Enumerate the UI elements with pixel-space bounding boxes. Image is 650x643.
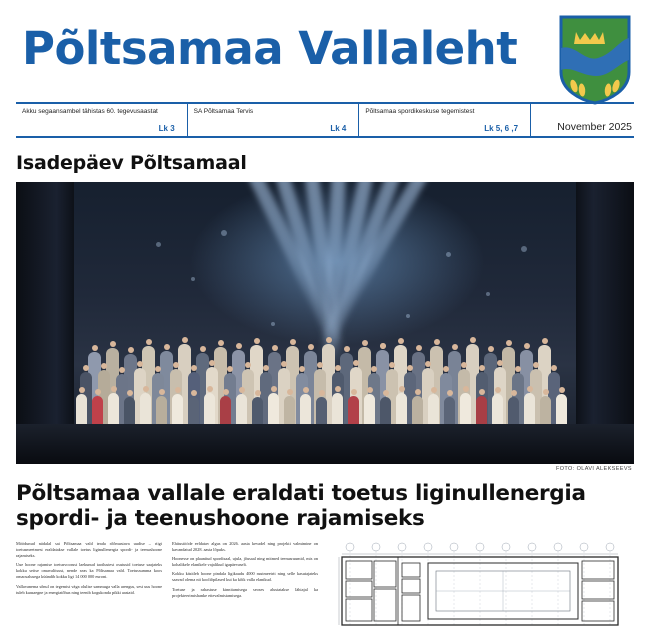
article-2-body	[16, 541, 634, 627]
teaser-item-3[interactable]	[358, 104, 530, 136]
body-paragraph: Möödunud nädalal sai Põltsamaa vald teada rõõmustava uudise – riigi toetusmeetmest eraldatakse vallale toetus liginullenergia spordi- ja teenushoone rajamiseks.	[16, 541, 162, 559]
masthead	[0, 0, 650, 96]
teaser-item-2[interactable]	[187, 104, 359, 136]
teaser-page-ref: Lk 4	[330, 124, 347, 133]
concert-photo	[16, 182, 634, 464]
teaser-text: Põltsamaa spordikeskuse tegemistest	[365, 108, 475, 115]
article-column-1	[16, 541, 162, 627]
body-paragraph: Vallavanema sõnul on tegemist väga olulise sammuga valla arengus, sest uus hoone tuleb kaasaegne ja energiatõhus ning teenib kogukonda pikki aastaid.	[16, 583, 162, 595]
teaser-item-1[interactable]	[16, 104, 187, 136]
body-paragraph: Ehitustööde eeldatav algus on 2026. aasta kevadel ning projekti valmimine on kavandatud 2028. aasta lõpuks.	[172, 541, 318, 553]
teaser-text: Akku segaansambel tähistas 60. tegevusaastat	[22, 108, 158, 115]
page-title: Põltsamaa Vallaleht	[22, 22, 518, 75]
body-paragraph: Uue hoone rajamise toetusvoorust laekunud taotlustest osutusid toetuse saajateks kokku seitse omavalitsust, nende seas ka Põltsamaa vald. Toetussumma koos omaosalusega küündib kokku ligi 14 000 000 euroni.	[16, 562, 162, 580]
teaser-page-ref: Lk 5, 6 ,7	[484, 124, 519, 133]
building-floor-plan	[328, 541, 634, 627]
body-paragraph: Kokku käsitleb hoone pindala ligikaudu 4000 ruutmeetrit ning selle kasutajateks saavad olema nii kooliõpilased kui ka kõik valla elanikud.	[172, 571, 318, 583]
article-column-2	[172, 541, 318, 627]
body-paragraph: Hoonesse on plaanitud spordisaal, ujula, jõusaal ning mitmed teenusruumid, mis on kohalikele elanikele vajalikud igapäevaselt.	[172, 556, 318, 568]
teaser-text: SA Põltsamaa Tervis	[193, 108, 254, 115]
teaser-page-ref: Lk 3	[158, 124, 175, 133]
coat-of-arms-icon	[558, 14, 632, 106]
issue-date: November 2025	[530, 104, 634, 136]
article-1-headline: Isadepäev Põltsamaal	[16, 152, 247, 174]
choir-crowd	[16, 280, 634, 430]
article-2-headline: Põltsamaa vallale eraldati toetus liginullenergia spordi- ja teenushoone rajamiseks	[16, 481, 586, 531]
body-paragraph: Toetuse ja rahastuse kinnitamisega seoses alustatakse lähiajal ka projekteerimishanke ettevalmistamisega.	[172, 586, 318, 598]
article-1-photo-block	[16, 182, 634, 472]
teaser-bar	[16, 102, 634, 138]
photo-credit: FOTO: OLAVI ALEKSEEVS	[555, 466, 632, 472]
